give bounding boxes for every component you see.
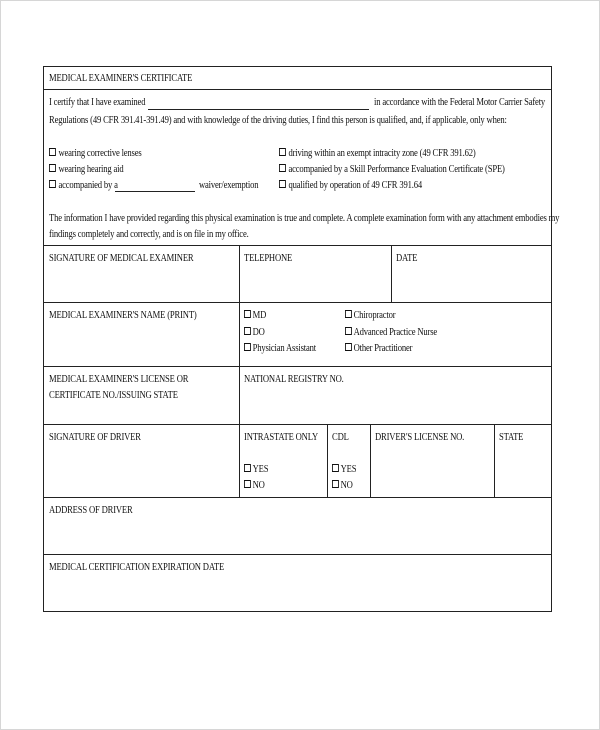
checkbox-icon[interactable]: [244, 464, 251, 472]
state-field[interactable]: STATE: [499, 432, 524, 443]
cdl-yes[interactable]: YES: [332, 464, 356, 476]
checkbox-icon[interactable]: [345, 343, 352, 351]
column-divider-state: [494, 424, 495, 497]
cdl-no[interactable]: NO: [332, 480, 353, 492]
column-divider-cdl: [327, 424, 328, 497]
intrastate-only-label: INTRASTATE ONLY: [244, 432, 318, 443]
examinee-name-line[interactable]: [148, 109, 369, 110]
waiver-exemption-label: waiver/exemption: [199, 180, 259, 191]
checkbox-icon[interactable]: [244, 480, 251, 488]
checkbox-icon[interactable]: [332, 480, 339, 488]
examiner-name-field[interactable]: MEDICAL EXAMINER'S NAME (PRINT): [49, 310, 197, 321]
telephone-field[interactable]: TELEPHONE: [244, 253, 293, 264]
accompanied-by-line[interactable]: [115, 191, 195, 192]
checkbox-icon[interactable]: [279, 180, 286, 188]
certify-statement-line2: Regulations (49 CFR 391.41-391.49) and with knowledge of the driving duties, I find this person is qualified, and, if applicable, only when:: [49, 115, 507, 126]
condition-hearing-aid[interactable]: wearing hearing aid: [49, 164, 123, 176]
credential-chiropractor[interactable]: Chiropractor: [345, 310, 395, 322]
drivers-license-field[interactable]: DRIVER'S LICENSE NO.: [375, 432, 465, 443]
date-field[interactable]: DATE: [396, 253, 418, 264]
row-divider-3: [44, 366, 551, 367]
attestation-line1: The information I have provided regarding this physical examination is true and complete. A complete examination form with any attachment embodies my: [49, 213, 560, 224]
signature-driver-field[interactable]: SIGNATURE OF DRIVER: [49, 432, 141, 443]
row-divider-5: [44, 497, 551, 498]
row-divider-4: [44, 424, 551, 425]
medical-examiner-certificate-form: [43, 66, 560, 612]
condition-exempt-intracity[interactable]: driving within an exempt intracity zone (49 CFR 391.62): [279, 148, 476, 160]
row-divider-6: [44, 554, 551, 555]
title-divider: [44, 89, 551, 90]
checkbox-icon[interactable]: [49, 180, 56, 188]
checkbox-icon[interactable]: [332, 464, 339, 472]
intrastate-no[interactable]: NO: [244, 480, 265, 492]
row-divider-1: [44, 245, 551, 246]
credential-do[interactable]: DO: [244, 327, 265, 339]
condition-accompanied-by[interactable]: accompanied by a: [49, 180, 118, 192]
certificate-title: MEDICAL EXAMINER'S CERTIFICATE: [49, 73, 193, 84]
checkbox-icon[interactable]: [49, 164, 56, 172]
national-registry-field[interactable]: NATIONAL REGISTRY NO.: [244, 374, 344, 385]
certify-statement-suffix: in accordance with the Federal Motor Carrier Safety: [374, 97, 546, 108]
checkbox-icon[interactable]: [345, 310, 352, 318]
checkbox-icon[interactable]: [279, 164, 286, 172]
credential-advanced-practice-nurse[interactable]: Advanced Practice Nurse: [345, 327, 437, 339]
expiration-date-field[interactable]: MEDICAL CERTIFICATION EXPIRATION DATE: [49, 562, 225, 573]
checkbox-icon[interactable]: [244, 310, 251, 318]
cdl-label: CDL: [332, 432, 349, 443]
license-field-line2: CERTIFICATE NO./ISSUING STATE: [49, 390, 178, 401]
column-divider-license: [370, 424, 371, 497]
column-divider-date: [391, 245, 392, 302]
checkbox-icon[interactable]: [279, 148, 286, 156]
license-field-line1[interactable]: MEDICAL EXAMINER'S LICENSE OR: [49, 374, 189, 385]
condition-spe-certificate[interactable]: accompanied by a Skill Performance Evaluation Certificate (SPE): [279, 164, 505, 176]
credential-physician-assistant[interactable]: Physician Assistant: [244, 343, 316, 355]
row-divider-2: [44, 302, 551, 303]
credential-other-practitioner[interactable]: Other Practitioner: [345, 343, 412, 355]
signature-examiner-field[interactable]: SIGNATURE OF MEDICAL EXAMINER: [49, 253, 194, 264]
checkbox-icon[interactable]: [345, 327, 352, 335]
condition-391-64[interactable]: qualified by operation of 49 CFR 391.64: [279, 180, 422, 192]
attestation-line2: findings completely and correctly, and is on file in my office.: [49, 229, 249, 240]
checkbox-icon[interactable]: [244, 343, 251, 351]
checkbox-icon[interactable]: [49, 148, 56, 156]
address-driver-field[interactable]: ADDRESS OF DRIVER: [49, 505, 133, 516]
certify-statement-prefix: I certify that I have examined: [49, 97, 146, 108]
credential-md[interactable]: MD: [244, 310, 266, 322]
condition-corrective-lenses[interactable]: wearing corrective lenses: [49, 148, 142, 160]
intrastate-yes[interactable]: YES: [244, 464, 268, 476]
checkbox-icon[interactable]: [244, 327, 251, 335]
column-divider-main: [239, 245, 240, 497]
